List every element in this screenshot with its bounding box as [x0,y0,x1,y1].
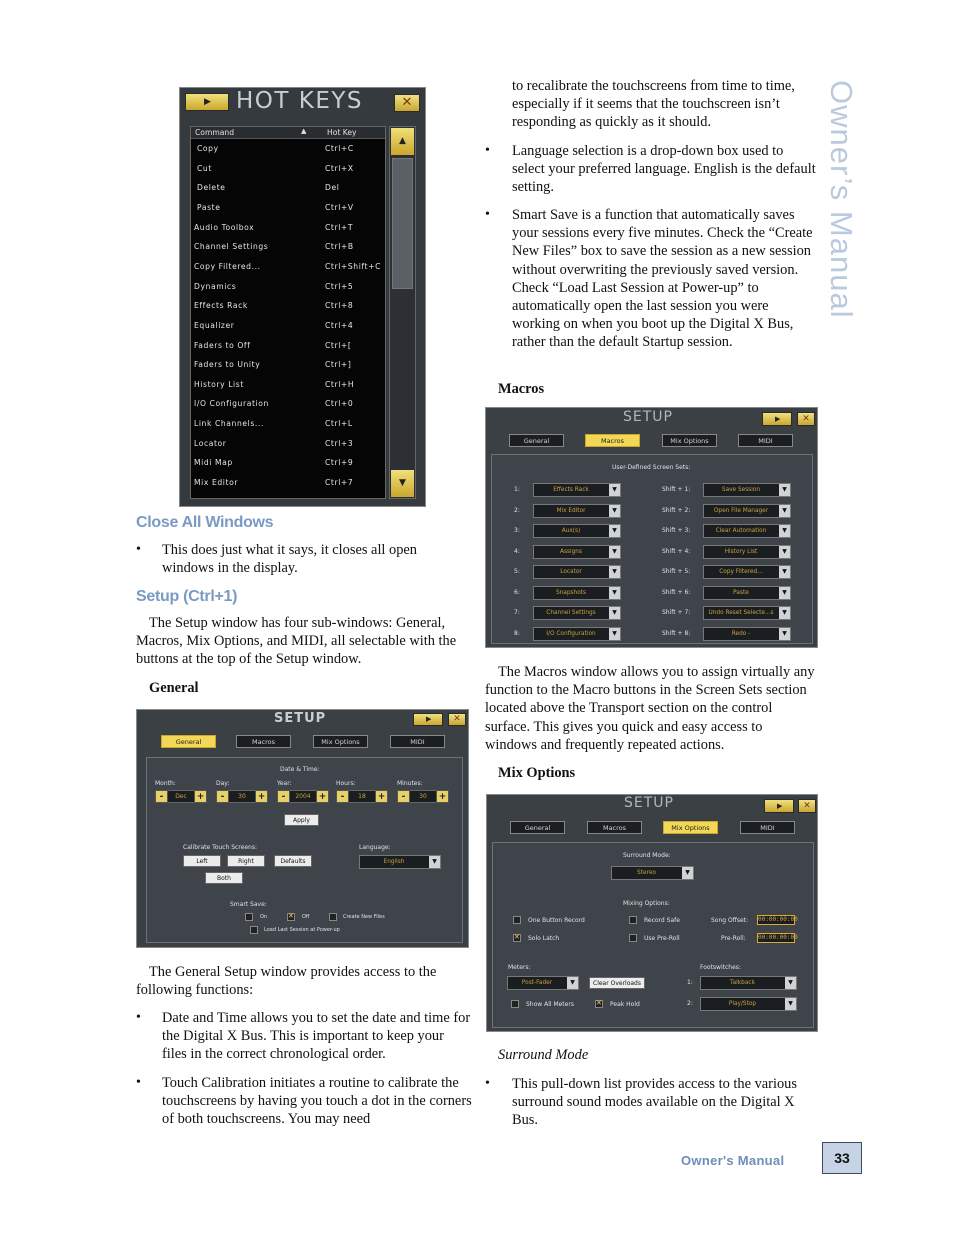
surround-bullet: This pull-down list provides access to the various surround sound modes available on the Digital X Bus. [512,1076,797,1129]
one-button-record-checkbox[interactable] [513,916,521,924]
close-icon[interactable]: ✕ [797,412,815,426]
hotkey-row[interactable] [191,337,386,357]
smart-save-on-checkbox[interactable] [245,913,253,921]
apply-button[interactable]: Apply [284,814,319,826]
use-pre-roll-label: Use Pre-Roll [644,935,680,942]
hotkey-key: Ctrl+0 [325,399,354,409]
left-button[interactable]: Left [183,855,221,867]
hotkey-key: Ctrl+C [325,144,354,153]
hotkey-row[interactable] [191,278,386,298]
close-icon[interactable]: ✕ [394,94,420,112]
hotkey-row[interactable] [191,199,386,219]
hotkey-command: History List [194,379,244,389]
hotkey-key: Del [325,183,340,193]
hotkey-row[interactable] [191,474,386,494]
tab-macros[interactable]: Macros [236,735,291,748]
hotkey-key: Ctrl+X [325,163,354,173]
hotkey-key: Ctrl+3 [325,438,354,448]
close-icon[interactable]: ✕ [798,799,816,813]
bullet-dot: • [136,1010,141,1025]
setup-general-window [136,709,469,948]
macro-right-number: Shift + 8: [662,629,691,637]
touch-calibration-bullet: Touch Calibration initiates a routine to calibrate the touchscreens by having you touch a dot in the corners of both touchscreens. You may need [162,1075,472,1128]
day-value: 30 [229,790,255,803]
macro-left-number: 5: [514,568,520,575]
tab-midi[interactable]: MIDI [740,821,795,834]
hotkey-key: Ctrl+H [325,379,355,389]
surround-mode-dropdown[interactable]: Stereo ▼ [611,866,694,880]
hotkey-command: Cut [197,163,212,173]
month-label: Month: [155,780,176,787]
scroll-up-button[interactable]: ▲ [391,128,414,155]
hotkey-row[interactable] [191,140,386,160]
macro-left-number: 2: [514,506,520,514]
year-stepper[interactable]: - 2004 + [277,790,329,803]
page-number: 33 [834,1150,850,1166]
footswitch-2-label: 2: [687,1000,693,1007]
hotkey-command: Audio Toolbox [194,222,255,232]
language-bullet: Language selection is a drop-down box used to select your preferred language. English is the default setting. [512,143,816,196]
play-icon: ▶ [777,802,783,810]
hotkey-command: Dynamics [194,281,237,291]
minutes-stepper[interactable]: - 30 + [397,790,449,803]
macro-left-dropdown[interactable]: Locator ▼ [533,565,621,579]
pre-roll-field[interactable]: 00:00:00:00 [758,934,798,941]
bullet-dot: • [485,207,490,222]
hotkey-command: Effects Rack [194,301,248,311]
minutes-value: 30 [410,790,436,803]
meters-label: Meters: [508,964,531,971]
bullet-dot: • [485,1076,490,1091]
both-button[interactable]: Both [205,872,243,884]
scroll-thumb[interactable] [392,158,413,289]
side-title: Owner’s Manual [824,80,859,319]
footer-label: Owner's Manual [681,1153,785,1168]
macro-right-number: Shift + 6: [662,588,691,596]
macros-label: Macros [498,381,545,397]
menu-arrow-button[interactable] [764,799,794,813]
hotkey-command: Faders to Unity [194,360,261,370]
hotkey-key: Ctrl+L [325,419,353,429]
hours-stepper[interactable]: - 18 + [336,790,388,803]
hotkey-row[interactable] [191,356,386,376]
footswitches-label: Footswitches: [700,964,741,971]
play-icon: ▶ [775,415,781,423]
footswitch-1-label: 1: [687,979,693,986]
tab-macros[interactable]: Macros [587,821,642,834]
month-value: Dec [168,790,194,803]
surround-mode-label: Surround Mode: [623,852,671,859]
macro-left-number: 4: [514,547,520,555]
scrollbar[interactable] [389,126,416,499]
hotkey-row[interactable] [191,415,386,435]
record-safe-checkbox[interactable] [629,916,637,924]
screen-sets-label: User-Defined Screen Sets: [612,464,691,471]
hotkey-row[interactable] [191,435,386,455]
hotkey-row[interactable] [191,219,386,239]
minutes-label: Minutes: [397,780,423,787]
play-icon: ▶ [204,97,211,107]
one-button-record-label: One Button Record [528,917,585,924]
smart-save-off-checkbox[interactable] [287,913,295,921]
general-content [146,757,463,943]
off-label: Off [302,914,310,920]
hotkey-row[interactable] [191,376,386,396]
menu-arrow-button[interactable] [413,713,443,726]
setup-title: SETUP [623,409,673,425]
hotkey-row[interactable] [191,160,386,180]
record-safe-label: Record Safe [644,917,680,924]
recalibrate-paragraph: to recalibrate the touchscreens from time to time, especially if it seems that the touchscreen isn’t responding as quickly as it should. [512,78,795,131]
solo-latch-label: Solo Latch [528,935,560,942]
macros-paragraph: The Macros window allows you to assign virtually any function to the Macro buttons in the Screen Sets section located above the Transport section on the control surface. This gives you quick and easy access to windows and frequently repeated actions. [485,664,815,753]
macro-right-dropdown[interactable]: Save Session ▼ [703,483,791,497]
setup-title: SETUP [624,795,674,811]
hotkey-key: Ctrl+7 [325,478,354,488]
date-time-label: Date & Time: [280,766,320,773]
hotkeys-list [190,126,386,499]
bullet-dot: • [136,1075,141,1090]
peak-hold-label: Peak Hold [610,1001,640,1008]
hotkey-command: Link Channels... [194,419,264,429]
hotkey-row[interactable] [191,297,386,317]
hotkey-command: Paste [197,202,221,212]
macro-left-number: 8: [514,629,520,637]
clear-overloads-button[interactable]: Clear Overloads [589,977,645,989]
create-new-files-checkbox[interactable] [329,913,337,921]
play-icon: ▶ [426,715,432,723]
hotkey-key: Ctrl+5 [325,281,354,291]
macro-left-dropdown[interactable]: Channel Settings ▼ [533,606,621,620]
tab-macros[interactable]: Macros [585,434,640,447]
hotkeys-title: HOT KEYS [236,88,364,114]
smart-save-bullet: Smart Save is a function that automatically saves your sessions every five minutes. Check the “Create New Files” box to save the session as a new session without overwriting the previously saved version. Check “Load Last Session at Power-up” to automatically open the last session you were working on when you boot up the Digital X Bus, rather than the default Startup session. [512,207,813,351]
show-all-meters-checkbox[interactable] [511,1000,519,1008]
macro-left-number: 3: [514,527,520,534]
tab-general[interactable]: General [509,434,564,447]
hotkey-key: Ctrl+] [325,360,352,370]
hotkey-command: Equalizer [194,320,235,330]
col-command[interactable]: Command [195,128,235,137]
macro-right-number: Shift + 1: [662,486,691,493]
hotkey-row[interactable] [191,317,386,337]
calibrate-label: Calibrate Touch Screens: [183,844,258,851]
menu-arrow-button[interactable] [185,93,229,111]
macro-right-dropdown[interactable]: History List ▼ [703,545,791,559]
mix-options-label: Mix Options [498,765,576,781]
macro-right-dropdown[interactable]: Copy Filtered... ▼ [703,565,791,579]
hotkey-key: Ctrl+8 [325,301,354,311]
sort-up-icon: ▲ [301,127,307,135]
hotkey-row[interactable] [191,395,386,415]
footswitch-1-dropdown[interactable]: Talkback ▼ [700,976,797,990]
hotkey-command: Delete [197,183,226,193]
tab-mix-options[interactable]: Mix Options [663,821,718,834]
macro-right-dropdown[interactable]: Undo Reset Selecte...s ▼ [703,606,791,620]
show-all-meters-label: Show All Meters [526,1001,574,1008]
hotkey-command: Midi Map [194,458,233,468]
pre-roll-label: Pre-Roll: [721,935,746,942]
close-all-heading: Close All Windows [136,514,274,531]
mixing-options-label: Mixing Options: [623,900,670,907]
tab-general[interactable]: General [161,735,216,748]
tab-general[interactable]: General [510,821,565,834]
hotkey-row[interactable] [191,258,386,278]
hotkey-command: Copy [197,144,219,153]
language-label: Language: [359,844,391,851]
macro-left-dropdown[interactable]: Assigns ▼ [533,545,621,559]
hotkey-row[interactable] [191,179,386,199]
day-stepper[interactable]: - 30 + [216,790,268,803]
language-dropdown[interactable]: English ▼ [359,855,441,869]
hotkey-row[interactable] [191,454,386,474]
macro-right-dropdown[interactable]: Clear Automation ▼ [703,524,791,538]
hotkey-key: Ctrl+9 [325,458,354,468]
right-button[interactable]: Right [227,855,265,867]
hours-value: 18 [349,790,375,803]
load-last-session-label: Load Last Session at Power-up [264,927,340,933]
defaults-button[interactable]: Defaults [274,855,312,867]
tab-midi[interactable]: MIDI [738,434,793,447]
macro-right-dropdown[interactable]: Paste ▼ [703,586,791,600]
hotkey-key: Ctrl+B [325,242,354,252]
hotkey-key: Ctrl+T [325,222,354,232]
macro-left-dropdown[interactable]: Effects Rack ▼ [533,483,621,497]
macro-right-number: Shift + 7: [662,609,691,616]
close-all-text: This does just what it says, it closes all open windows in the display. [162,542,418,577]
hotkey-key: Ctrl+4 [325,320,354,330]
setup-macros-window [485,407,818,648]
macro-right-number: Shift + 5: [662,568,691,575]
solo-latch-checkbox[interactable] [513,934,521,942]
page-number-box [822,1142,862,1174]
tab-mix-options[interactable]: Mix Options [313,735,368,748]
mix-options-content [492,842,814,1028]
macro-right-number: Shift + 4: [662,547,691,555]
setup-title: SETUP [274,711,327,726]
month-stepper[interactable]: - Dec + [155,790,207,803]
macro-left-dropdown[interactable]: Mix Editor ▼ [533,504,621,518]
setup-mix-options-window [486,794,818,1032]
macro-left-number: 6: [514,588,520,596]
hotkey-command: Locator [194,438,227,448]
scroll-down-button[interactable]: ▼ [391,470,414,497]
col-hotkey[interactable]: Hot Key [327,128,357,137]
hotkey-command: I/O Configuration [194,399,269,409]
create-new-files-label: Create New Files [343,914,385,920]
macro-right-dropdown[interactable]: Open File Manager ▼ [703,504,791,518]
hotkey-command: Channel Settings [194,242,269,252]
hours-label: Hours: [336,780,356,787]
hotkey-command: Mix Editor [194,478,239,488]
setup-paragraph: The Setup window has four sub-windows: General, Macros, Mix Options, and MIDI, all selectable with the buttons at the top of the Setup window. [136,615,457,668]
hotkey-command: Copy Filtered... [194,261,261,271]
macro-left-dropdown[interactable]: I/O Configuration ▼ [533,627,621,641]
hotkey-command: Faders to Off [194,340,251,350]
macro-right-number: Shift + 3: [662,527,691,534]
bullet-dot: • [485,143,490,158]
hotkey-key: Ctrl+V [325,202,354,212]
smart-save-label: Smart Save: [230,901,267,908]
song-offset-label: Song Offset: [711,917,749,924]
general-label: General [149,680,199,696]
general-paragraph: The General Setup window provides access to the following functions: [136,964,437,999]
hotkeys-window [179,87,426,507]
macro-left-number: 1: [514,486,520,493]
macro-right-dropdown[interactable]: Redo - ▼ [703,627,791,641]
year-label: Year: [277,780,292,787]
song-offset-field[interactable]: 00:00:00:00 [758,916,798,923]
menu-arrow-button[interactable] [762,412,792,426]
year-value: 2004 [290,790,316,803]
footswitch-2-dropdown[interactable]: Play/Stop ▼ [700,997,797,1011]
surround-mode-caption: Surround Mode [498,1047,589,1063]
hotkeys-header [191,127,386,139]
hotkey-row[interactable] [191,238,386,258]
close-icon[interactable]: ✕ [448,713,466,726]
load-last-session-checkbox[interactable] [250,926,258,934]
hotkey-key: Ctrl+Shift+C [325,261,381,271]
macro-left-dropdown[interactable]: Snapshots ▼ [533,586,621,600]
date-time-bullet: Date and Time allows you to set the date and time for the Digital X Bus. This is important to keep your files in the correct chronological order. [162,1010,471,1063]
macro-left-dropdown[interactable]: Aux(s) ▼ [533,524,621,538]
use-pre-roll-checkbox[interactable] [629,934,637,942]
meters-dropdown[interactable]: Post-Fader ▼ [507,976,579,990]
tab-mix-options[interactable]: Mix Options [662,434,717,447]
bullet-dot: • [136,542,141,557]
on-label: On [260,914,268,920]
peak-hold-checkbox[interactable] [595,1000,603,1008]
macro-left-number: 7: [514,609,520,616]
hotkey-key: Ctrl+[ [325,340,352,350]
setup-heading: Setup (Ctrl+1) [136,588,238,605]
macros-content [491,454,813,644]
day-label: Day: [216,780,230,787]
tab-midi[interactable]: MIDI [390,735,445,748]
macro-right-number: Shift + 2: [662,506,691,514]
